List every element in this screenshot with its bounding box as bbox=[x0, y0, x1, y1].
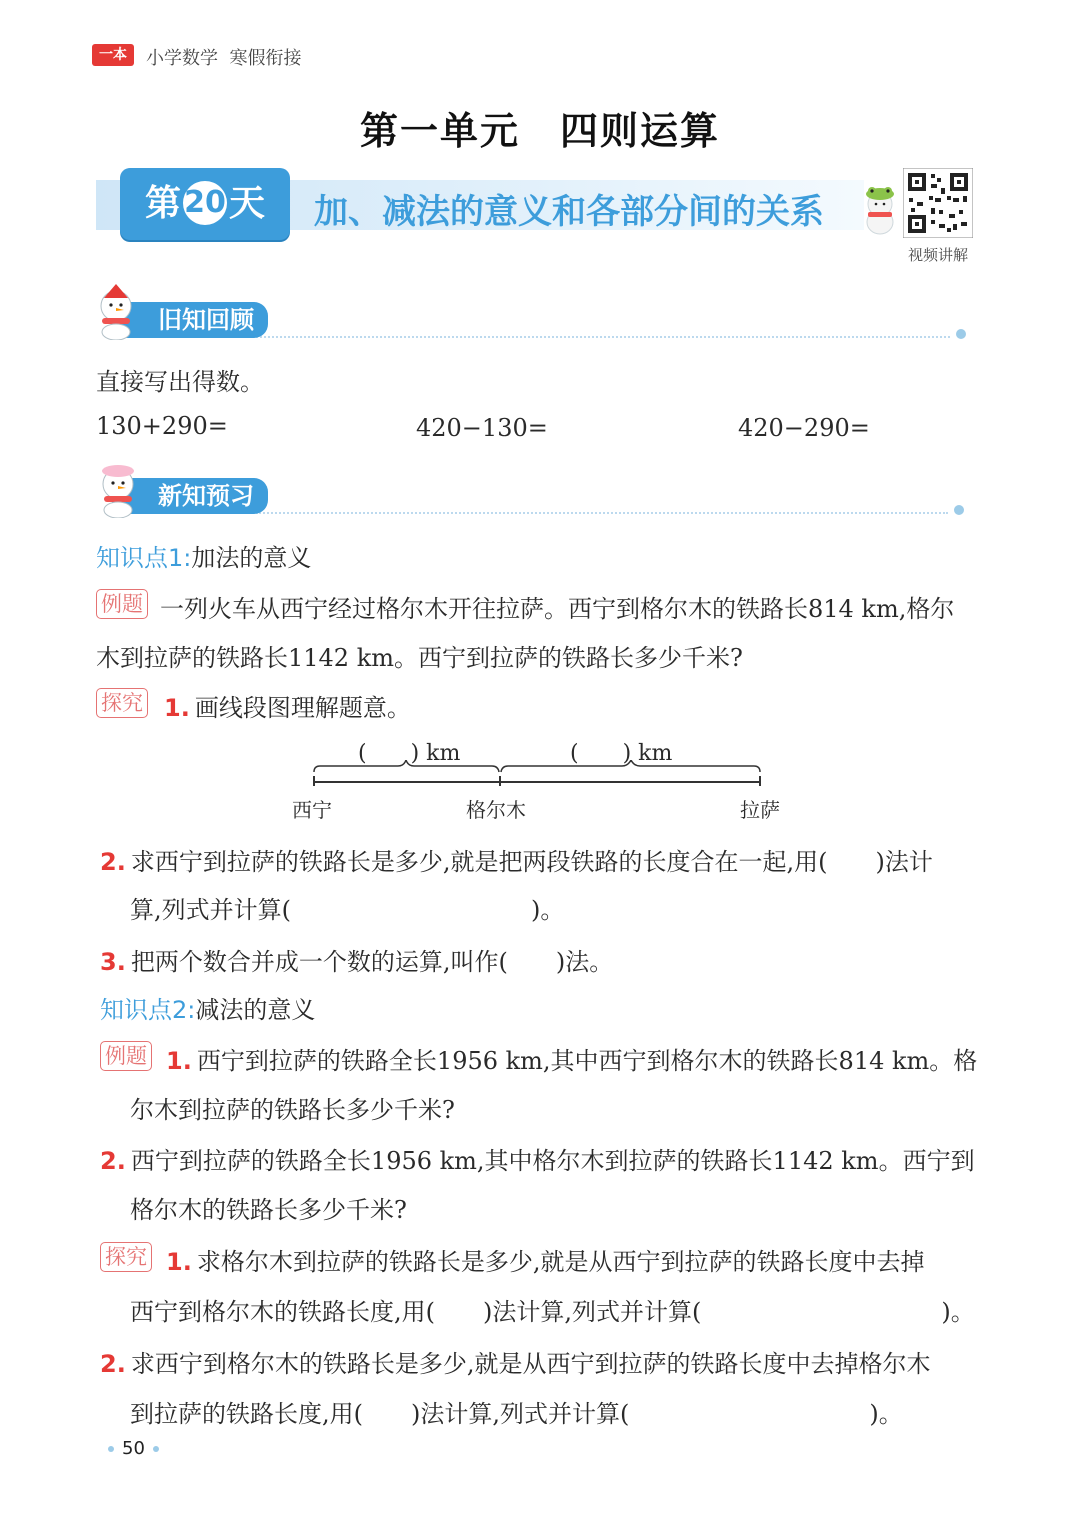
question-text: 求格尔木到拉萨的铁路长是多少,就是从西宁到拉萨的铁路长度中去掉 bbox=[196, 1248, 925, 1276]
review-problem: 130+290= bbox=[96, 412, 228, 440]
day-badge bbox=[120, 168, 290, 240]
example-text: 西宁到拉萨的铁路全长1956 km,其中西宁到格尔木的铁路长814 km。格 bbox=[196, 1047, 978, 1075]
question-number: 1. bbox=[166, 1248, 192, 1276]
kp-label: 知识点2: bbox=[100, 996, 196, 1024]
question-1 bbox=[164, 688, 411, 723]
review-problem: 420−290= bbox=[738, 414, 870, 442]
question-text: 把两个数合并成一个数的运算,叫作( )法。 bbox=[130, 948, 614, 976]
question-text: 算,列式并计算( )。 bbox=[130, 896, 565, 924]
question-number: 2. bbox=[100, 1147, 126, 1175]
explore-tag: 探究 bbox=[96, 688, 148, 718]
knowledge-point-2-heading bbox=[100, 990, 315, 1025]
point-label: 西宁 bbox=[292, 798, 332, 822]
page-number: 50 bbox=[122, 1438, 145, 1459]
frog-mascot-icon bbox=[858, 184, 902, 236]
question-2 bbox=[100, 842, 933, 877]
point-label: 格尔木 bbox=[466, 798, 526, 822]
question-number: 3. bbox=[100, 948, 126, 976]
review-instruction: 直接写出得数。 bbox=[96, 368, 264, 396]
day-suffix: 天 bbox=[229, 183, 266, 224]
explore-tag: 探究 bbox=[100, 1242, 152, 1272]
example-1 bbox=[166, 1041, 977, 1076]
question-3 bbox=[100, 942, 613, 977]
question-text: 求西宁到格尔木的铁路长是多少,就是从西宁到拉萨的铁路长度中去掉格尔木 bbox=[130, 1350, 931, 1378]
question-number: 1. bbox=[164, 694, 190, 722]
subject-label: 小学数学 bbox=[146, 48, 218, 69]
page-footer bbox=[100, 1438, 167, 1459]
point-label: 拉萨 bbox=[740, 798, 780, 822]
question-number: 2. bbox=[100, 848, 126, 876]
question-text: 画线段图理解题意。 bbox=[194, 694, 411, 722]
example-text: 木到拉萨的铁路长1142 km。西宁到拉萨的铁路长多少千米? bbox=[96, 644, 743, 672]
kp-title: 减法的意义 bbox=[195, 996, 316, 1024]
section-divider bbox=[256, 512, 948, 514]
example-2 bbox=[100, 1141, 975, 1176]
preview-header: 新知预习 bbox=[112, 478, 268, 514]
question-text: 求西宁到拉萨的铁路长是多少,就是把两段铁路的长度合在一起,用( )法计 bbox=[130, 848, 933, 876]
question-number: 1. bbox=[166, 1047, 192, 1075]
example-tag: 例题 bbox=[100, 1041, 152, 1071]
question-2 bbox=[100, 1344, 931, 1379]
section-divider bbox=[256, 336, 950, 338]
review-problem: 420−130= bbox=[416, 414, 548, 442]
divider-dot-icon bbox=[954, 505, 964, 515]
example-text: 格尔木的铁路长多少千米? bbox=[130, 1196, 407, 1224]
question-text: 西宁到格尔木的铁路长度,用( )法计算,列式并计算( )。 bbox=[130, 1298, 975, 1326]
kp-label: 知识点1: bbox=[96, 544, 192, 572]
knowledge-point-1-heading bbox=[96, 538, 311, 573]
divider-dot-icon bbox=[956, 329, 966, 339]
dot-icon bbox=[108, 1446, 114, 1452]
kp-title: 加法的意义 bbox=[191, 544, 312, 572]
question-text: 到拉萨的铁路长度,用( )法计算,列式并计算( )。 bbox=[130, 1400, 903, 1428]
day-number: 20 bbox=[183, 181, 227, 225]
qr-code-icon[interactable] bbox=[903, 168, 973, 238]
segment-label: ( ) km bbox=[570, 741, 673, 766]
review-header: 旧知回顾 bbox=[112, 302, 268, 338]
question-number: 2. bbox=[100, 1350, 126, 1378]
brand-logo: 一本 bbox=[92, 44, 134, 66]
snowman-mascot-icon bbox=[94, 284, 142, 340]
example-text: 一列火车从西宁经过格尔木开往拉萨。西宁到格尔木的铁路长814 km,格尔 bbox=[160, 595, 955, 623]
example-text: 尔木到拉萨的铁路长多少千米? bbox=[130, 1096, 455, 1124]
lesson-title: 加、减法的意义和各部分间的关系 bbox=[314, 192, 824, 232]
day-prefix: 第 bbox=[144, 183, 181, 224]
series-label: 寒假衔接 bbox=[229, 48, 302, 69]
question-1 bbox=[166, 1242, 925, 1277]
example-text: 西宁到拉萨的铁路全长1956 km,其中格尔木到拉萨的铁路长1142 km。西宁到 bbox=[130, 1147, 975, 1175]
qr-caption: 视频讲解 bbox=[907, 246, 968, 264]
segment-label: ( ) km bbox=[358, 741, 461, 766]
snowman-mascot-icon bbox=[94, 462, 144, 518]
example-tag: 例题 bbox=[96, 589, 148, 619]
unit-title: 第一单元 四则运算 bbox=[359, 109, 720, 153]
header-text bbox=[146, 44, 301, 70]
dot-icon bbox=[153, 1446, 159, 1452]
